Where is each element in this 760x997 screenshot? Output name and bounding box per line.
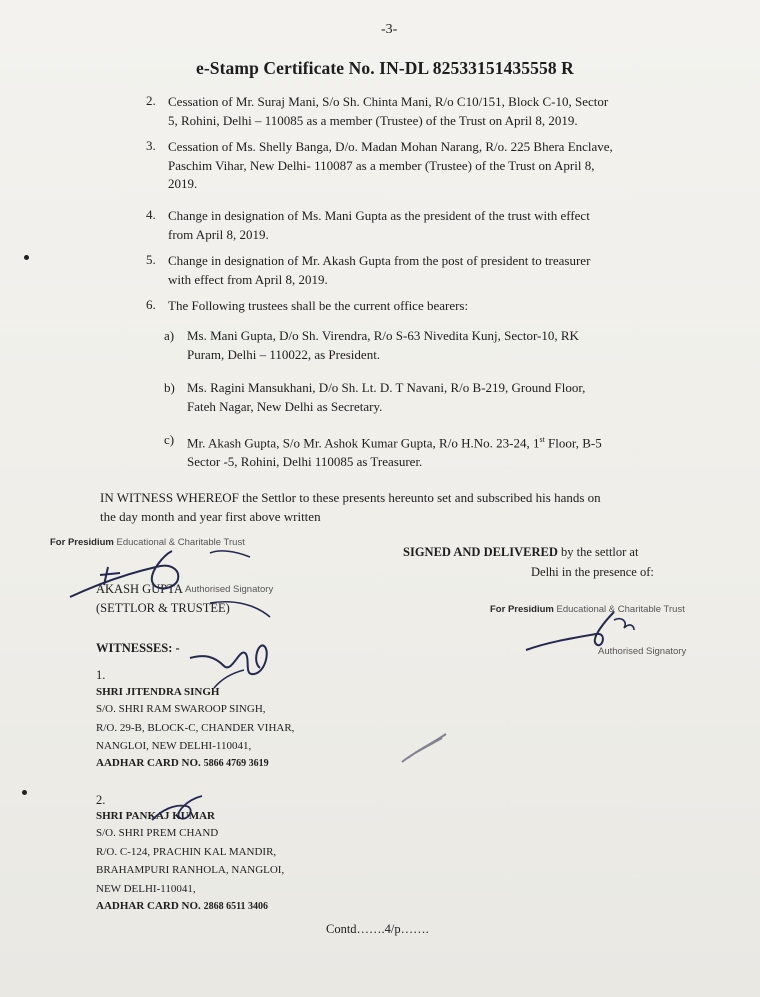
address-line: S/O. SHRI PREM CHAND [96, 827, 219, 839]
item-text [168, 252, 590, 289]
address-line: NANGLOI, NEW DELHI-110041, [96, 740, 252, 752]
item-line: Cessation of Ms. Shelly Banga, D/o. Madan Mohan Narang, R/o. 225 Bhera Enclave, [168, 139, 613, 154]
item-text [168, 93, 608, 130]
item-line: Change in designation of Mr. Akash Gupta from the post of president to treasurer [168, 253, 591, 268]
witness-number: 2. [96, 793, 106, 807]
trust-stamp-left: For Presidium Educational & Charitable Trust [50, 537, 245, 548]
witness-number: 1. [96, 668, 106, 682]
page-number: -3- [381, 22, 398, 37]
stamp-role-right: Authorised Signatory [598, 646, 687, 657]
item-line: with effect from April 8, 2019. [168, 271, 328, 287]
item-text [168, 207, 590, 244]
ink-mark [398, 728, 458, 768]
clause-line: IN WITNESS WHEREOF the Settlor to these presents hereunto set and subscribed his hands on [100, 490, 601, 505]
witness-aadhar: AADHAR CARD NO. 5866 4769 3619 [96, 757, 269, 769]
witness-address [96, 700, 294, 756]
witnesses-heading: WITNESSES: - [96, 641, 180, 655]
item-number: 2. [146, 93, 156, 108]
settlor-signature [60, 545, 260, 615]
item-line: Cessation of Mr. Suraj Mani, S/o Sh. Chinta Mani, R/o C10/151, Block C-10, Sector [168, 94, 609, 109]
address-line: BRAHAMPURI RANHOLA, NANGLOI, [96, 864, 285, 876]
item-text [168, 138, 613, 194]
item-line: The Following trustees shall be the current office bearers: [168, 298, 469, 313]
subitem-line: Ms. Mani Gupta, D/o Sh. Virendra, R/o S-63 Nivedita Kunj, Sector-10, RK [187, 328, 579, 343]
item-line: from April 8, 2019. [168, 226, 269, 242]
item-line: Paschim Vihar, New Delhi- 110087 as a member (Trustee) of the Trust on April 8, [168, 157, 595, 173]
address-line: R/O. 29-B, BLOCK-C, CHANDER VIHAR, [96, 721, 295, 734]
stamp-role-left: Authorised Signatory [185, 584, 274, 595]
settlor-name: AKASH GUPTA [96, 582, 183, 596]
subitem-text [187, 379, 585, 416]
item-number: 5. [146, 252, 156, 267]
subitem-line: Puram, Delhi – 110022, as President. [187, 346, 381, 362]
subitem-line: Ms. Ragini Mansukhani, D/o Sh. Lt. D. T Navani, R/o B-219, Ground Floor, [187, 380, 586, 395]
item-number: 6. [146, 297, 156, 312]
address-line: NEW DELHI-110041, [96, 882, 196, 895]
subitem-line: Fateh Nagar, New Delhi as Secretary. [187, 398, 383, 414]
punch-hole [24, 255, 29, 260]
subitem-line: Sector -5, Rohini, Delhi 110085 as Treasurer. [187, 453, 423, 469]
subitem-text [187, 327, 579, 364]
subitem-label: a) [164, 328, 175, 343]
estamp-title: e-Stamp Certificate No. IN-DL 82533151435558 R [196, 58, 574, 78]
clause-line: the day month and year first above written [100, 508, 321, 524]
witness1-signature [184, 636, 294, 696]
item-text [168, 297, 468, 316]
item-number: 3. [146, 138, 156, 153]
item-line: 2019. [168, 176, 198, 191]
witness-name: SHRI PANKAJ KUMAR [96, 810, 215, 822]
item-line: 5, Rohini, Delhi – 110085 as a member (Trustee) of the Trust on April 8, 2019. [168, 112, 578, 128]
signed-delivered-line2: Delhi in the presence of: [531, 565, 654, 579]
right-signature [518, 600, 668, 660]
subitem-label: c) [164, 432, 175, 447]
witness-clause [100, 489, 601, 526]
witness2-signature [146, 790, 216, 840]
witness-name: SHRI JITENDRA SINGH [96, 686, 220, 698]
punch-hole [22, 790, 27, 795]
subitem-line: Mr. Akash Gupta, S/o Mr. Ashok Kumar Gupta, R/o H.No. 23-24, 1st Floor, B-5 [187, 435, 602, 451]
address-line: R/O. C-124, PRACHIN KAL MANDIR, [96, 845, 277, 858]
witness-aadhar: AADHAR CARD NO. 2868 6511 3406 [96, 900, 269, 912]
item-number: 4. [146, 207, 156, 222]
trust-stamp-right: For Presidium Educational & Charitable Trust [490, 604, 685, 615]
subitem-text [187, 431, 602, 471]
item-line: Change in designation of Ms. Mani Gupta as the president of the trust with effect [168, 208, 590, 223]
continued-marker: Contd…….4/p……. [326, 922, 429, 936]
subitem-label: b) [164, 380, 175, 395]
settlor-role: (SETTLOR & TRUSTEE) [96, 601, 230, 615]
address-line: S/O. SHRI RAM SWAROOP SINGH, [96, 703, 266, 715]
signed-delivered: SIGNED AND DELIVERED by the settlor at [403, 545, 639, 559]
